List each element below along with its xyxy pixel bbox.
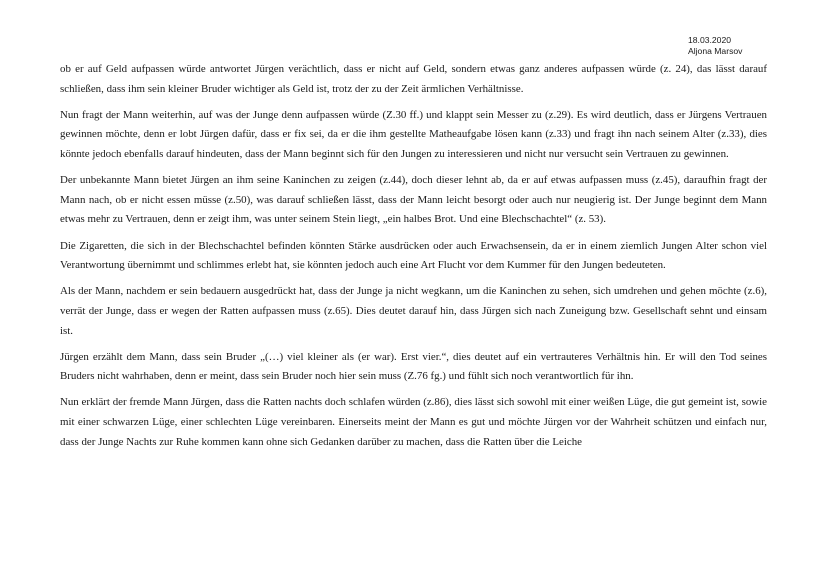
header-author: Aljona Marsov bbox=[688, 46, 743, 57]
paragraph: Die Zigaretten, die sich in der Blechschachtel befinden könnten Stärke ausdrücken oder auch Erwachsensein, da er in einem ziemlich Jungen Alter schon viel Verantwortung übernimmt und schlimmes erlebt hat, sie könnten jedoch auch eine Art Flucht vor dem Kummer für den Jungen bedeuteten. bbox=[60, 239, 767, 272]
document-header bbox=[688, 35, 742, 57]
paragraph: Jürgen erzählt dem Mann, dass sein Bruder „(…) viel kleiner als (er war). Erst vier.“, dies deutet auf ein vertrauteres Verhältnis hin. Er will den Tod seines Bruders nicht wahrhaben, denn er meint, dass sein Bruder noch hier sein muss (Z.76 fg.) und fühlt sich noch verantwortlich für ihn. bbox=[60, 350, 767, 383]
paragraph: Nun erklärt der fremde Mann Jürgen, dass die Ratten nachts doch schlafen würden (z.86), dies lässt sich sowohl mit einer weißen Lüge, die gut gemeint ist, sowie mit einer schwarzen Lüge, einer schlechten Lüge vereinbaren. Einerseits meint der Mann es gut und möchte Jürgen vor der Wahrheit schützen und einfach nur, dass der Junge Nachts zur Ruhe kommen kann ohne sich Gedanken darüber zu machen, dass die Ratten über die Leiche bbox=[60, 396, 767, 448]
paragraph: Nun fragt der Mann weiterhin, auf was der Junge denn aufpassen würde (Z.30 ff.) und klappt sein Messer zu (z.29). Es wird deutlich, dass er Jürgens Vertrauen gewinnen möchte, denn er lobt Jürgen dafür, dass er fix sei, da er die ihm gestellte Matheaufgabe lösen kann (z.33) und fragt ihn nach seinem Alter (z.33), dies könnte jedoch ebenfalls darauf hindeuten, dass der Mann beginnt sich für den Jungen zu interessieren und nicht nur versucht sein Vertrauen zu gewinnen. bbox=[60, 108, 767, 160]
paragraph: Als der Mann, nachdem er sein bedauern ausgedrückt hat, dass der Junge ja nicht wegkann, um die Kaninchen zu sehen, sich umdrehen und gehen möchte (z.6), verrät der Junge, dass er wegen der Ratten aufpassen muss (z.65). Dies deutet darauf hin, dass Jürgen sich nach Zuneigung bzw. Gesellschaft sehnt und einsam ist. bbox=[60, 285, 767, 337]
document-body bbox=[60, 60, 767, 459]
header-date: 18.03.2020 bbox=[688, 35, 732, 45]
paragraph: ob er auf Geld aufpassen würde antwortet Jürgen verächtlich, dass er nicht auf Geld, sondern etwas ganz anderes aufpassen würde (z. 24), das lässt darauf schließen, dass ihm sein kleiner Bruder wichtiger als Geld ist, trotz der zu der Zeit ärmlichen Verhältnisse. bbox=[60, 63, 767, 95]
paragraph: Der unbekannte Mann bietet Jürgen an ihm seine Kaninchen zu zeigen (z.44), doch dieser lehnt ab, da er auf etwas aufpassen muss (z.45), daraufhin fragt der Mann nach, ob er nicht essen müsse (z.50), was darauf schließen lässt, dass der Mann leicht besorgt oder auch nur neugierig ist. Der Junge beginnt dem Mann etwas mehr zu Vertrauen, denn er zeigt ihm, was unter seinem Stein liegt, „ein halbes Brot. Und eine Blechschachtel“ (z. 53). bbox=[60, 174, 767, 226]
